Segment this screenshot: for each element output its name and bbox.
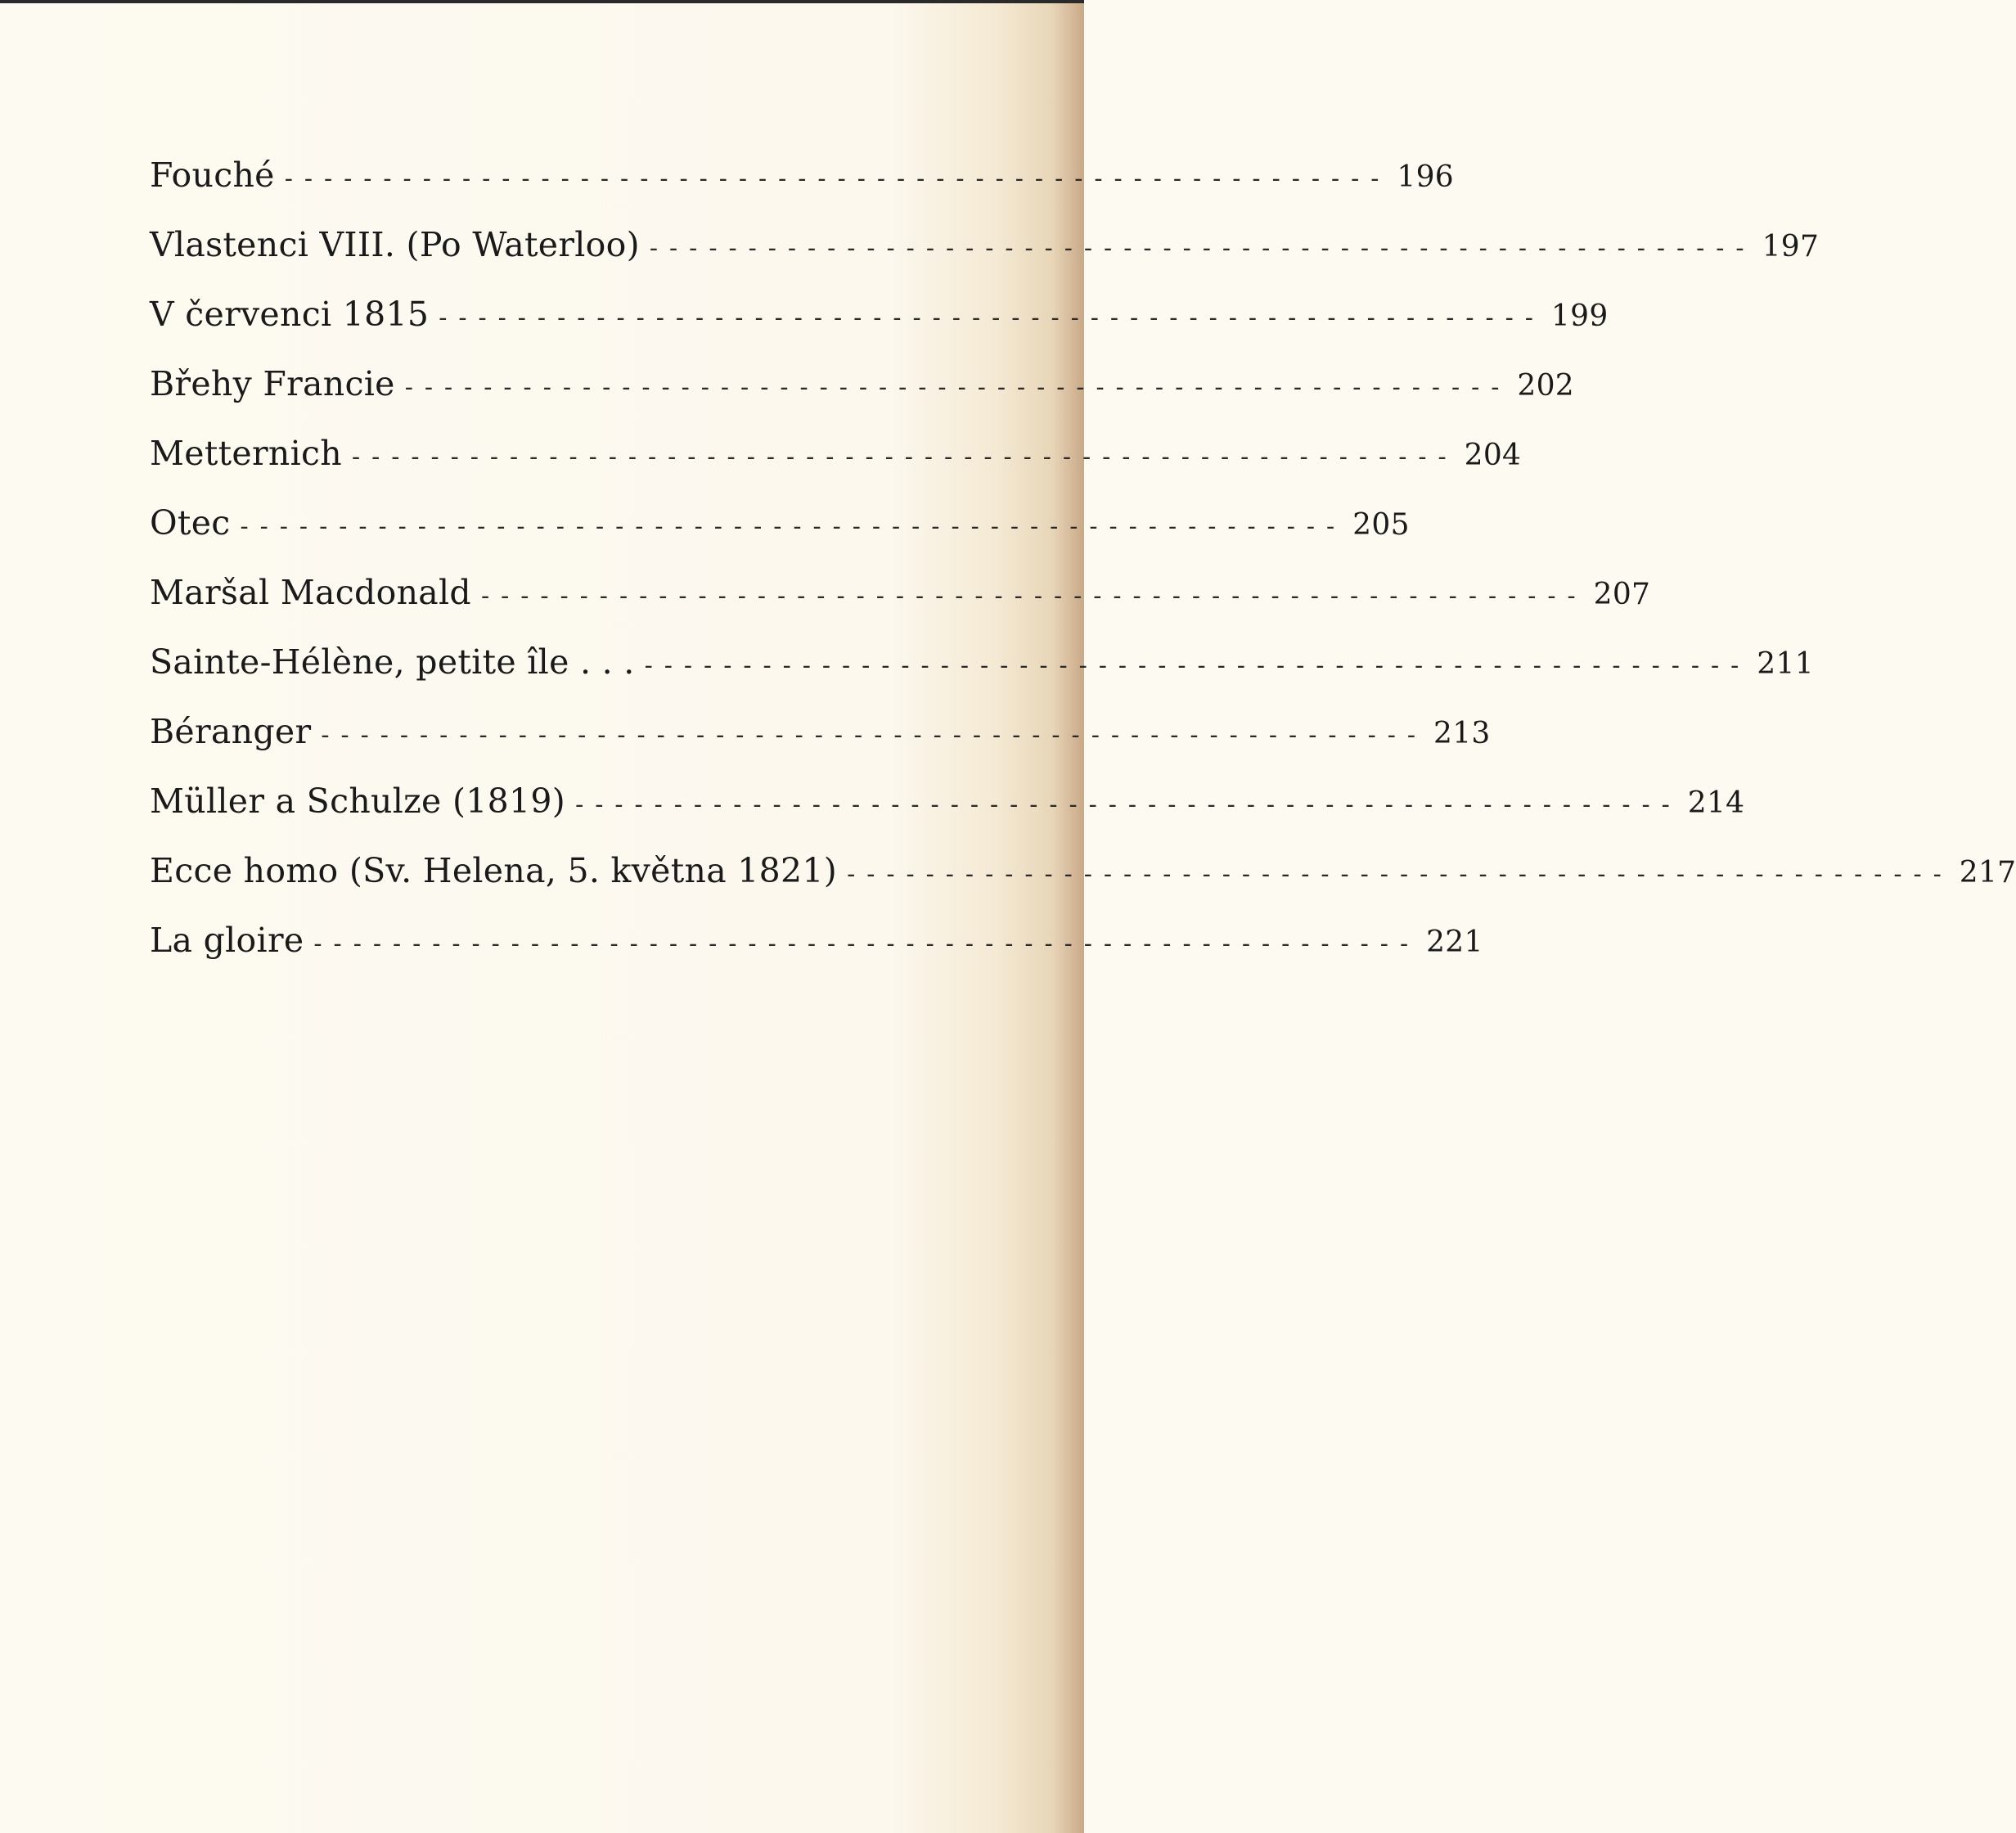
- toc-entry: [150, 503, 1410, 573]
- toc-entry: [150, 642, 1814, 712]
- toc-dash-leader: --------------------------------------------------------: [321, 721, 1428, 750]
- toc-entry: [150, 295, 1609, 364]
- toc-entry-title: La gloire: [150, 921, 304, 960]
- toc-entry-page: 207: [1593, 578, 1651, 611]
- toc-entry-page: 214: [1687, 786, 1745, 820]
- toc-entry-page: 202: [1517, 369, 1575, 403]
- toc-entry-title: Béranger: [150, 712, 312, 751]
- toc-entry: [150, 712, 1491, 781]
- toc-entry: [150, 155, 1455, 225]
- toc-dash-leader: --------------------------------------------------------: [439, 304, 1545, 332]
- toc-entry-page: 211: [1757, 647, 1814, 681]
- toc-entry-page: 205: [1352, 508, 1410, 542]
- toc-entry-title: Metternich: [150, 434, 342, 473]
- toc-entry-page: 199: [1550, 299, 1609, 333]
- toc-entry-title: Sainte-Hélène, petite île . . .: [150, 642, 635, 682]
- toc-entry-page: 213: [1433, 717, 1491, 750]
- toc-entry: [150, 921, 1483, 990]
- toc-entry-page: 196: [1397, 160, 1455, 194]
- toc-dash-leader: --------------------------------------------------------: [404, 373, 1511, 402]
- table-of-contents: [150, 155, 2016, 990]
- toc-entry-title: Otec: [150, 503, 231, 543]
- toc-entry-title: Ecce homo (Sv. Helena, 5. května 1821): [150, 851, 838, 890]
- toc-entry: [150, 434, 1522, 503]
- toc-entry-title: Maršal Macdonald: [150, 573, 471, 612]
- toc-entry-title: Fouché: [150, 155, 275, 195]
- toc-entry-title: Břehy Francie: [150, 364, 395, 403]
- toc-entry: [150, 573, 1651, 642]
- toc-entry: [150, 851, 2016, 921]
- toc-entry-page: 221: [1426, 926, 1483, 959]
- toc-dash-leader: --------------------------------------------------------: [240, 512, 1347, 541]
- toc-entry-title: Vlastenci VIII. (Po Waterloo): [150, 225, 640, 264]
- toc-entry-title: V červenci 1815: [150, 295, 430, 334]
- toc-dash-leader: --------------------------------------------------------: [284, 164, 1391, 193]
- toc-entry: [150, 781, 1745, 851]
- page-top-edge: [0, 0, 1084, 3]
- toc-entry-page: 217: [1959, 856, 2016, 889]
- toc-dash-leader: --------------------------------------------------------: [649, 234, 1756, 263]
- toc-dash-leader: --------------------------------------------------------: [351, 443, 1458, 471]
- toc-entry-page: 204: [1464, 439, 1522, 472]
- toc-entry: [150, 225, 1820, 295]
- toc-dash-leader: --------------------------------------------------------: [480, 582, 1587, 610]
- toc-entry-page: 197: [1762, 230, 1820, 263]
- toc-dash-leader: --------------------------------------------------------: [575, 790, 1681, 819]
- toc-entry: [150, 364, 1575, 434]
- toc-dash-leader: --------------------------------------------------------: [644, 651, 1751, 680]
- toc-dash-leader: --------------------------------------------------------: [313, 930, 1420, 958]
- toc-dash-leader: --------------------------------------------------------: [847, 860, 1953, 889]
- toc-entry-title: Müller a Schulze (1819): [150, 781, 566, 821]
